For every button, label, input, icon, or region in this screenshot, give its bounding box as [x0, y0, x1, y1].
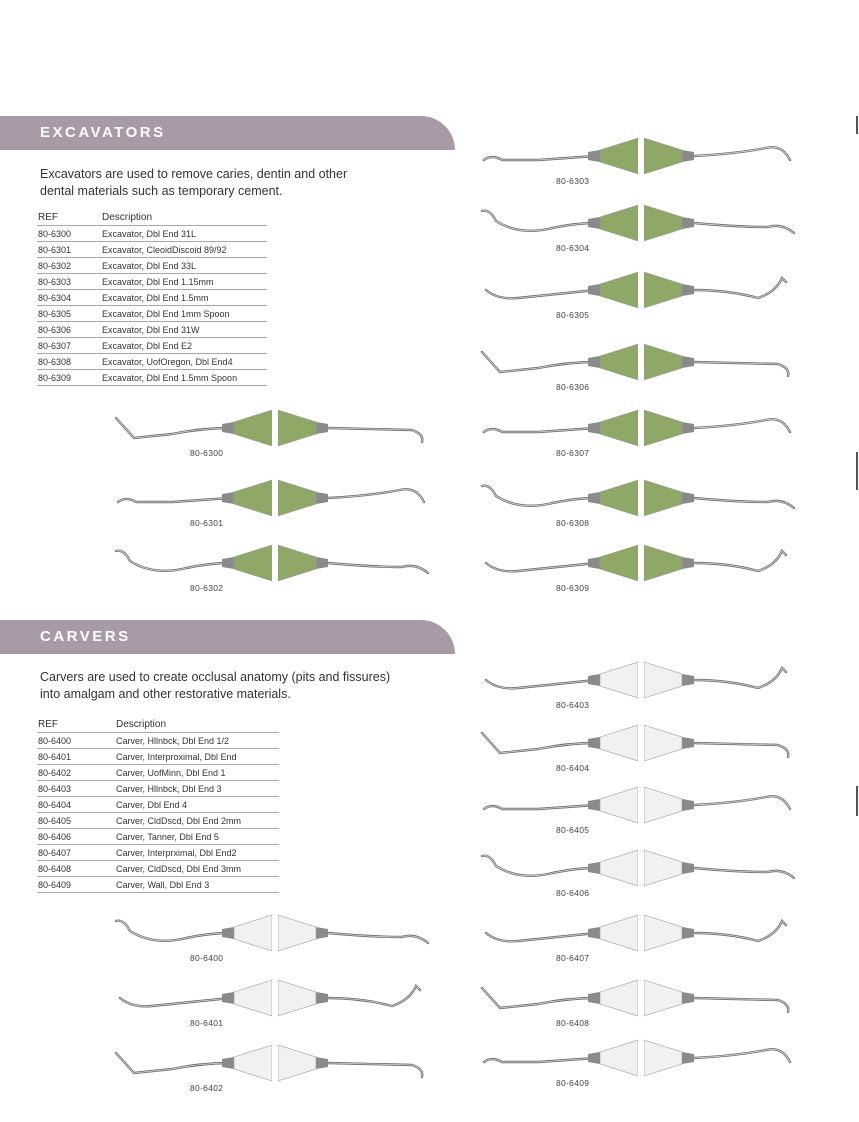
ref-cell: 80-6400	[37, 733, 115, 749]
carvers-intro-line2: into amalgam and other restorative materials.	[40, 687, 291, 701]
ref-cell: 80-6406	[37, 829, 115, 845]
table-row	[37, 733, 279, 749]
instrument-80-6308	[478, 480, 818, 530]
instrument-80-6407	[478, 915, 818, 965]
instrument-code-label: 80-6305	[556, 310, 590, 320]
description-cell: Excavator, CleoidDiscoid 89/92	[101, 242, 267, 258]
table-row	[37, 274, 267, 290]
instrument-code-label: 80-6402	[190, 1083, 224, 1093]
description-cell: Excavator, Dbl End 1mm Spoon	[101, 306, 267, 322]
description-cell: Excavator, Dbl End 33L	[101, 258, 267, 274]
instrument-code-label: 80-6400	[190, 953, 224, 963]
table-row	[37, 813, 279, 829]
page-edge-mark	[856, 786, 858, 816]
ref-cell: 80-6309	[37, 370, 101, 386]
instrument-drawing	[112, 980, 452, 1030]
instrument-80-6406	[478, 850, 818, 900]
table-row	[37, 290, 267, 306]
description-cell: Excavator, Dbl End 1.5mm	[101, 290, 267, 306]
description-cell: Carver, Dbl End 4	[115, 797, 279, 813]
instrument-80-6302	[112, 545, 452, 595]
instrument-80-6401	[112, 980, 452, 1030]
instrument-drawing	[478, 850, 818, 900]
carvers-intro-line1: Carvers are used to create occlusal anatomy (pits and fissures)	[40, 670, 391, 684]
page-edge-mark	[856, 452, 858, 490]
ref-column-header: REF	[37, 212, 101, 226]
instrument-80-6309	[478, 545, 818, 595]
table-row	[37, 861, 279, 877]
instrument-80-6303	[478, 138, 818, 188]
ref-cell: 80-6300	[37, 226, 101, 242]
description-cell: Carver, Hllnbck, Dbl End 1/2	[115, 733, 279, 749]
table-row	[37, 765, 279, 781]
description-cell: Carver, Interprximal, Dbl End2	[115, 845, 279, 861]
table-row	[37, 370, 267, 386]
instrument-drawing	[478, 138, 818, 188]
instrument-80-6301	[112, 480, 452, 530]
instrument-drawing	[478, 662, 818, 712]
instrument-code-label: 80-6405	[556, 825, 590, 835]
description-cell: Carver, UofMinn, Dbl End 1	[115, 765, 279, 781]
instrument-80-6402	[112, 1045, 452, 1095]
instrument-80-6306	[478, 344, 818, 394]
ref-cell: 80-6303	[37, 274, 101, 290]
instrument-code-label: 80-6309	[556, 583, 590, 593]
instrument-drawing	[478, 1040, 818, 1090]
table-row	[37, 781, 279, 797]
excavators-intro	[40, 166, 347, 200]
ref-cell: 80-6304	[37, 290, 101, 306]
table-row	[37, 226, 267, 242]
page-edge-mark	[856, 116, 858, 134]
description-cell: Carver, CldDscd, Dbl End 3mm	[115, 861, 279, 877]
ref-column-header: REF	[37, 719, 115, 733]
table-row	[37, 322, 267, 338]
instrument-80-6305	[478, 272, 818, 322]
instrument-code-label: 80-6307	[556, 448, 590, 458]
instrument-drawing	[478, 915, 818, 965]
description-cell: Excavator, Dbl End 1.5mm Spoon	[101, 370, 267, 386]
description-cell: Carver, Wall, Dbl End 3	[115, 877, 279, 893]
instrument-code-label: 80-6308	[556, 518, 590, 528]
description-cell: Excavator, Dbl End 31W	[101, 322, 267, 338]
instrument-code-label: 80-6302	[190, 583, 224, 593]
ref-cell: 80-6306	[37, 322, 101, 338]
instrument-code-label: 80-6403	[556, 700, 590, 710]
table-row	[37, 258, 267, 274]
description-cell: Carver, Hllnbck, Dbl End 3	[115, 781, 279, 797]
instrument-drawing	[478, 980, 818, 1030]
instrument-drawing	[478, 545, 818, 595]
instrument-drawing	[478, 205, 818, 255]
excavators-title: EXCAVATORS	[40, 124, 166, 141]
instrument-code-label: 80-6401	[190, 1018, 224, 1028]
description-cell: Excavator, Dbl End E2	[101, 338, 267, 354]
excavators-intro-line1: Excavators are used to remove caries, dentin and other	[40, 167, 348, 181]
instrument-code-label: 80-6409	[556, 1078, 590, 1088]
description-cell: Carver, CldDscd, Dbl End 2mm	[115, 813, 279, 829]
description-cell: Excavator, Dbl End 31L	[101, 226, 267, 242]
ref-cell: 80-6403	[37, 781, 115, 797]
instrument-drawing	[112, 915, 452, 965]
carvers-banner	[0, 620, 455, 654]
excavators-intro-line2: dental materials such as temporary cement.	[40, 184, 283, 198]
description-cell: Carver, Tanner, Dbl End 5	[115, 829, 279, 845]
instrument-code-label: 80-6301	[190, 518, 224, 528]
instrument-drawing	[112, 480, 452, 530]
instrument-80-6408	[478, 980, 818, 1030]
ref-cell: 80-6405	[37, 813, 115, 829]
instrument-80-6403	[478, 662, 818, 712]
ref-cell: 80-6409	[37, 877, 115, 893]
ref-cell: 80-6307	[37, 338, 101, 354]
ref-cell: 80-6404	[37, 797, 115, 813]
carvers-ref-table	[37, 719, 279, 893]
carvers-title: CARVERS	[40, 628, 131, 645]
instrument-code-label: 80-6300	[190, 448, 224, 458]
instrument-drawing	[478, 480, 818, 530]
instrument-code-label: 80-6306	[556, 382, 590, 392]
instrument-code-label: 80-6408	[556, 1018, 590, 1028]
instrument-80-6307	[478, 410, 818, 460]
instrument-80-6400	[112, 915, 452, 965]
ref-cell: 80-6401	[37, 749, 115, 765]
carvers-intro	[40, 669, 390, 703]
instrument-drawing	[112, 1045, 452, 1095]
ref-cell: 80-6305	[37, 306, 101, 322]
instrument-80-6404	[478, 725, 818, 775]
instrument-drawing	[478, 725, 818, 775]
instrument-drawing	[478, 272, 818, 322]
description-cell: Carver, Interproximal, Dbl End	[115, 749, 279, 765]
table-row	[37, 877, 279, 893]
table-row	[37, 242, 267, 258]
description-cell: Excavator, UofOregon, Dbl End4	[101, 354, 267, 370]
table-row	[37, 797, 279, 813]
table-row	[37, 338, 267, 354]
table-row	[37, 306, 267, 322]
instrument-code-label: 80-6406	[556, 888, 590, 898]
description-cell: Excavator, Dbl End 1.15mm	[101, 274, 267, 290]
instrument-drawing	[112, 545, 452, 595]
instrument-code-label: 80-6404	[556, 763, 590, 773]
table-row	[37, 354, 267, 370]
instrument-drawing	[112, 410, 452, 460]
ref-cell: 80-6308	[37, 354, 101, 370]
instrument-code-label: 80-6407	[556, 953, 590, 963]
table-row	[37, 749, 279, 765]
instrument-code-label: 80-6304	[556, 243, 590, 253]
instrument-drawing	[478, 344, 818, 394]
ref-cell: 80-6302	[37, 258, 101, 274]
instrument-code-label: 80-6303	[556, 176, 590, 186]
ref-cell: 80-6408	[37, 861, 115, 877]
instrument-80-6409	[478, 1040, 818, 1090]
ref-cell: 80-6402	[37, 765, 115, 781]
excavators-ref-table	[37, 212, 267, 386]
description-column-header: Description	[101, 212, 267, 226]
table-row	[37, 829, 279, 845]
instrument-80-6405	[478, 787, 818, 837]
table-row	[37, 845, 279, 861]
instrument-drawing	[478, 410, 818, 460]
excavators-banner	[0, 116, 455, 150]
instrument-80-6304	[478, 205, 818, 255]
instrument-drawing	[478, 787, 818, 837]
ref-cell: 80-6407	[37, 845, 115, 861]
description-column-header: Description	[115, 719, 279, 733]
instrument-80-6300	[112, 410, 452, 460]
ref-cell: 80-6301	[37, 242, 101, 258]
